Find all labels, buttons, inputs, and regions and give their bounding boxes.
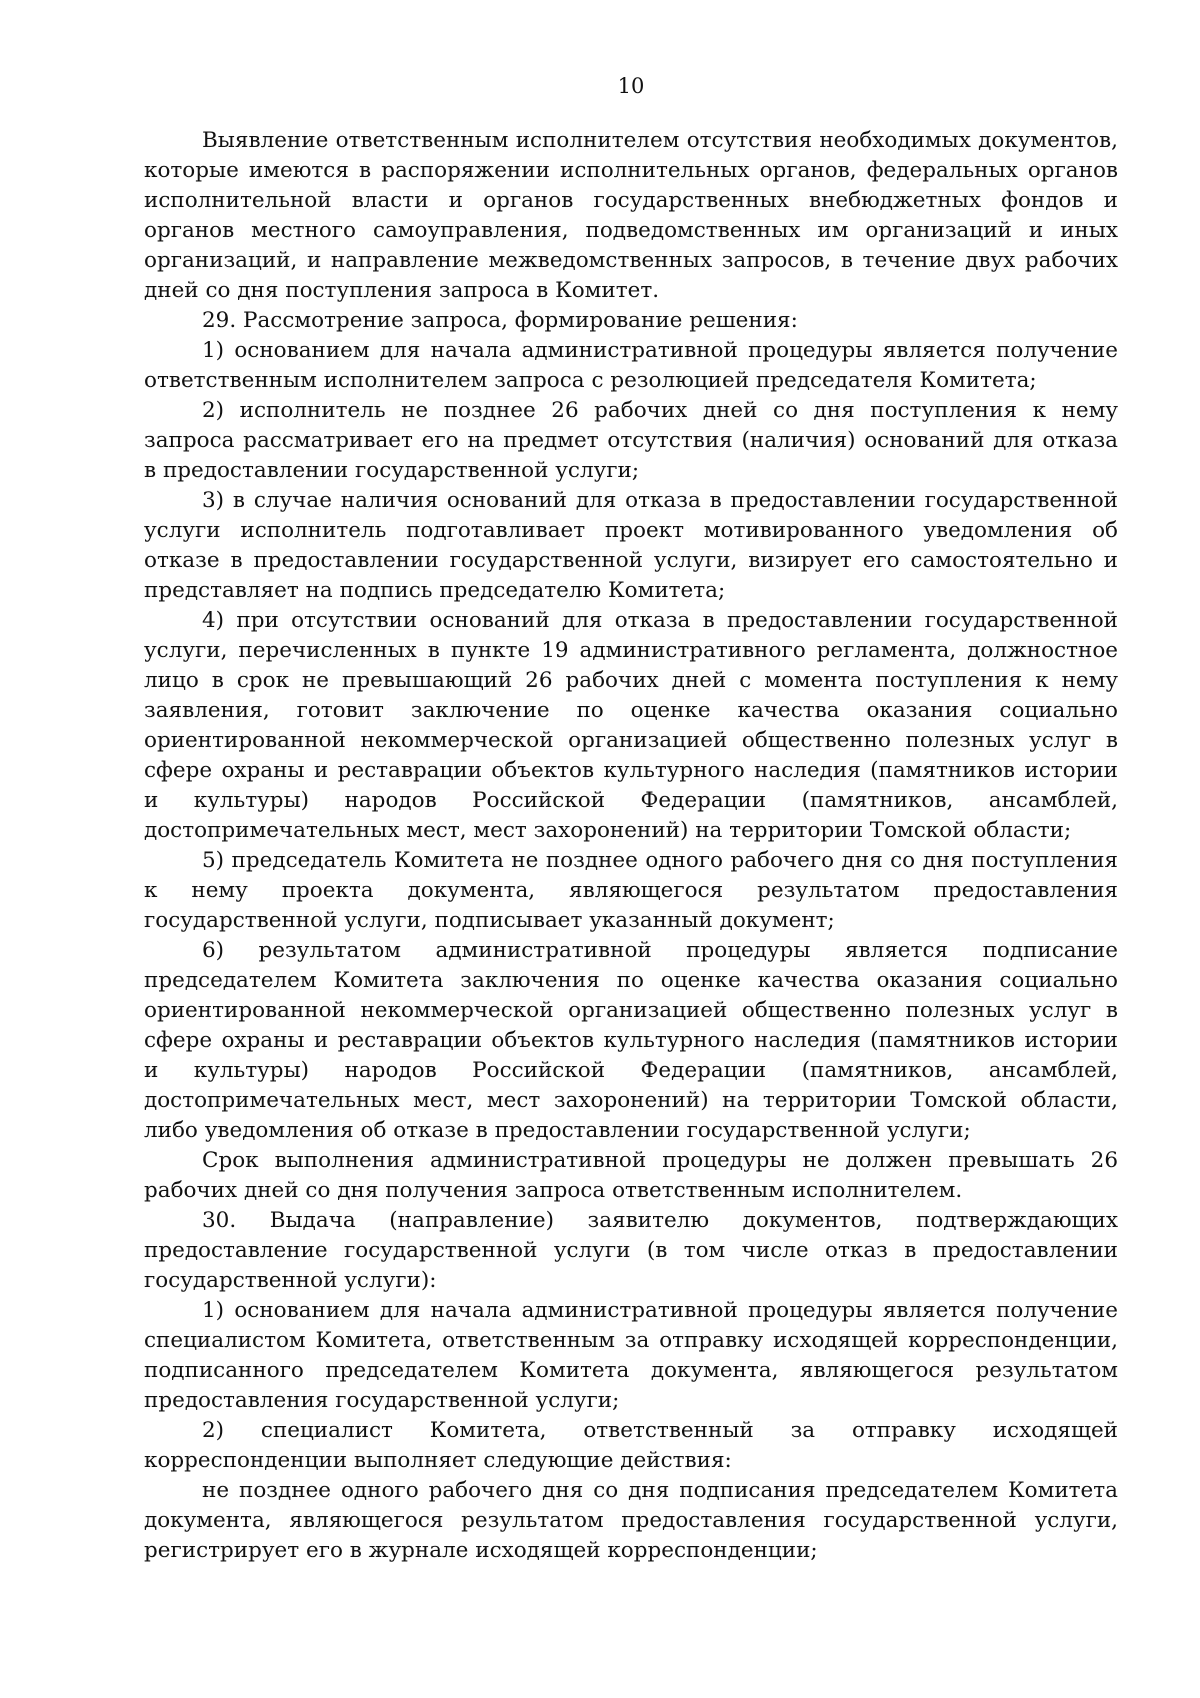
document-body [144, 126, 1118, 1566]
paragraph: 29. Рассмотрение запроса, формирование решения: [202, 308, 798, 333]
page-number: 10 [617, 74, 645, 98]
paragraph: Срок выполнения административной процедуры не должен превышать 26 рабочих дней со дня получения запроса ответственным исполнителем. [144, 1148, 1118, 1203]
paragraph: 3) в случае наличия оснований для отказа в предоставлении государственной услуги исполнитель подготавливает проект мотивированного уведомления об отказе в предоставлении государственной услуги, визирует его самостоятельно и представляет на подпись председателю Комитета; [144, 488, 1118, 603]
paragraph: 5) председатель Комитета не позднее одного рабочего дня со дня поступления к нему проекта документа, являющегося результатом предоставления государственной услуги, подписывает указанный документ; [144, 848, 1118, 933]
paragraph: 4) при отсутствии оснований для отказа в предоставлении государственной услуги, перечисленных в пункте 19 административного регламента, должностное лицо в срок не превышающий 26 рабочих дней с момента поступления к нему заявления, готовит заключение по оценке качества оказания социально ориентированной некоммерческой организацией общественно полезных услуг в сфере охраны и реставрации объектов культурного наследия (памятников истории и культуры) народов Российской Федерации (памятников, ансамблей, достопримечательных мест, мест захоронений) на территории Томской области; [144, 608, 1118, 843]
paragraph: 2) исполнитель не позднее 26 рабочих дней со дня поступления к нему запроса рассматривает его на предмет отсутствия (наличия) оснований для отказа в предоставлении государственной услуги; [144, 398, 1118, 483]
paragraph: не позднее одного рабочего дня со дня подписания председателем Комитета документа, являющегося результатом предоставления государственной услуги, регистрирует его в журнале исходящей корреспонденции; [144, 1478, 1118, 1563]
paragraph: 2) специалист Комитета, ответственный за отправку исходящей корреспонденции выполняет следующие действия: [144, 1418, 1118, 1473]
paragraph: 1) основанием для начала административной процедуры является получение специалистом Комитета, ответственным за отправку исходящей корреспонденции, подписанного председателем Комитета документа, являющегося результатом предоставления государственной услуги; [144, 1298, 1118, 1413]
paragraph: Выявление ответственным исполнителем отсутствия необходимых документов, которые имеются в распоряжении исполнительных органов, федеральных органов исполнительной власти и органов государственных внебюджетных фондов и органов местного самоуправления, подведомственных им организаций и иных организаций, и направление межведомственных запросов, в течение двух рабочих дней со дня поступления запроса в Комитет. [144, 128, 1118, 303]
paragraph: 6) результатом административной процедуры является подписание председателем Комитета заключения по оценке качества оказания социально ориентированной некоммерческой организацией общественно полезных услуг в сфере охраны и реставрации объектов культурного наследия (памятников истории и культуры) народов Российской Федерации (памятников, ансамблей, достопримечательных мест, мест захоронений) на территории Томской области, либо уведомления об отказе в предоставлении государственной услуги; [144, 938, 1118, 1143]
paragraph: 30. Выдача (направление) заявителю документов, подтверждающих предоставление государственной услуги (в том числе отказ в предоставлении государственной услуги): [144, 1208, 1118, 1293]
paragraph: 1) основанием для начала административной процедуры является получение ответственным исполнителем запроса с резолюцией председателя Комитета; [144, 338, 1118, 393]
